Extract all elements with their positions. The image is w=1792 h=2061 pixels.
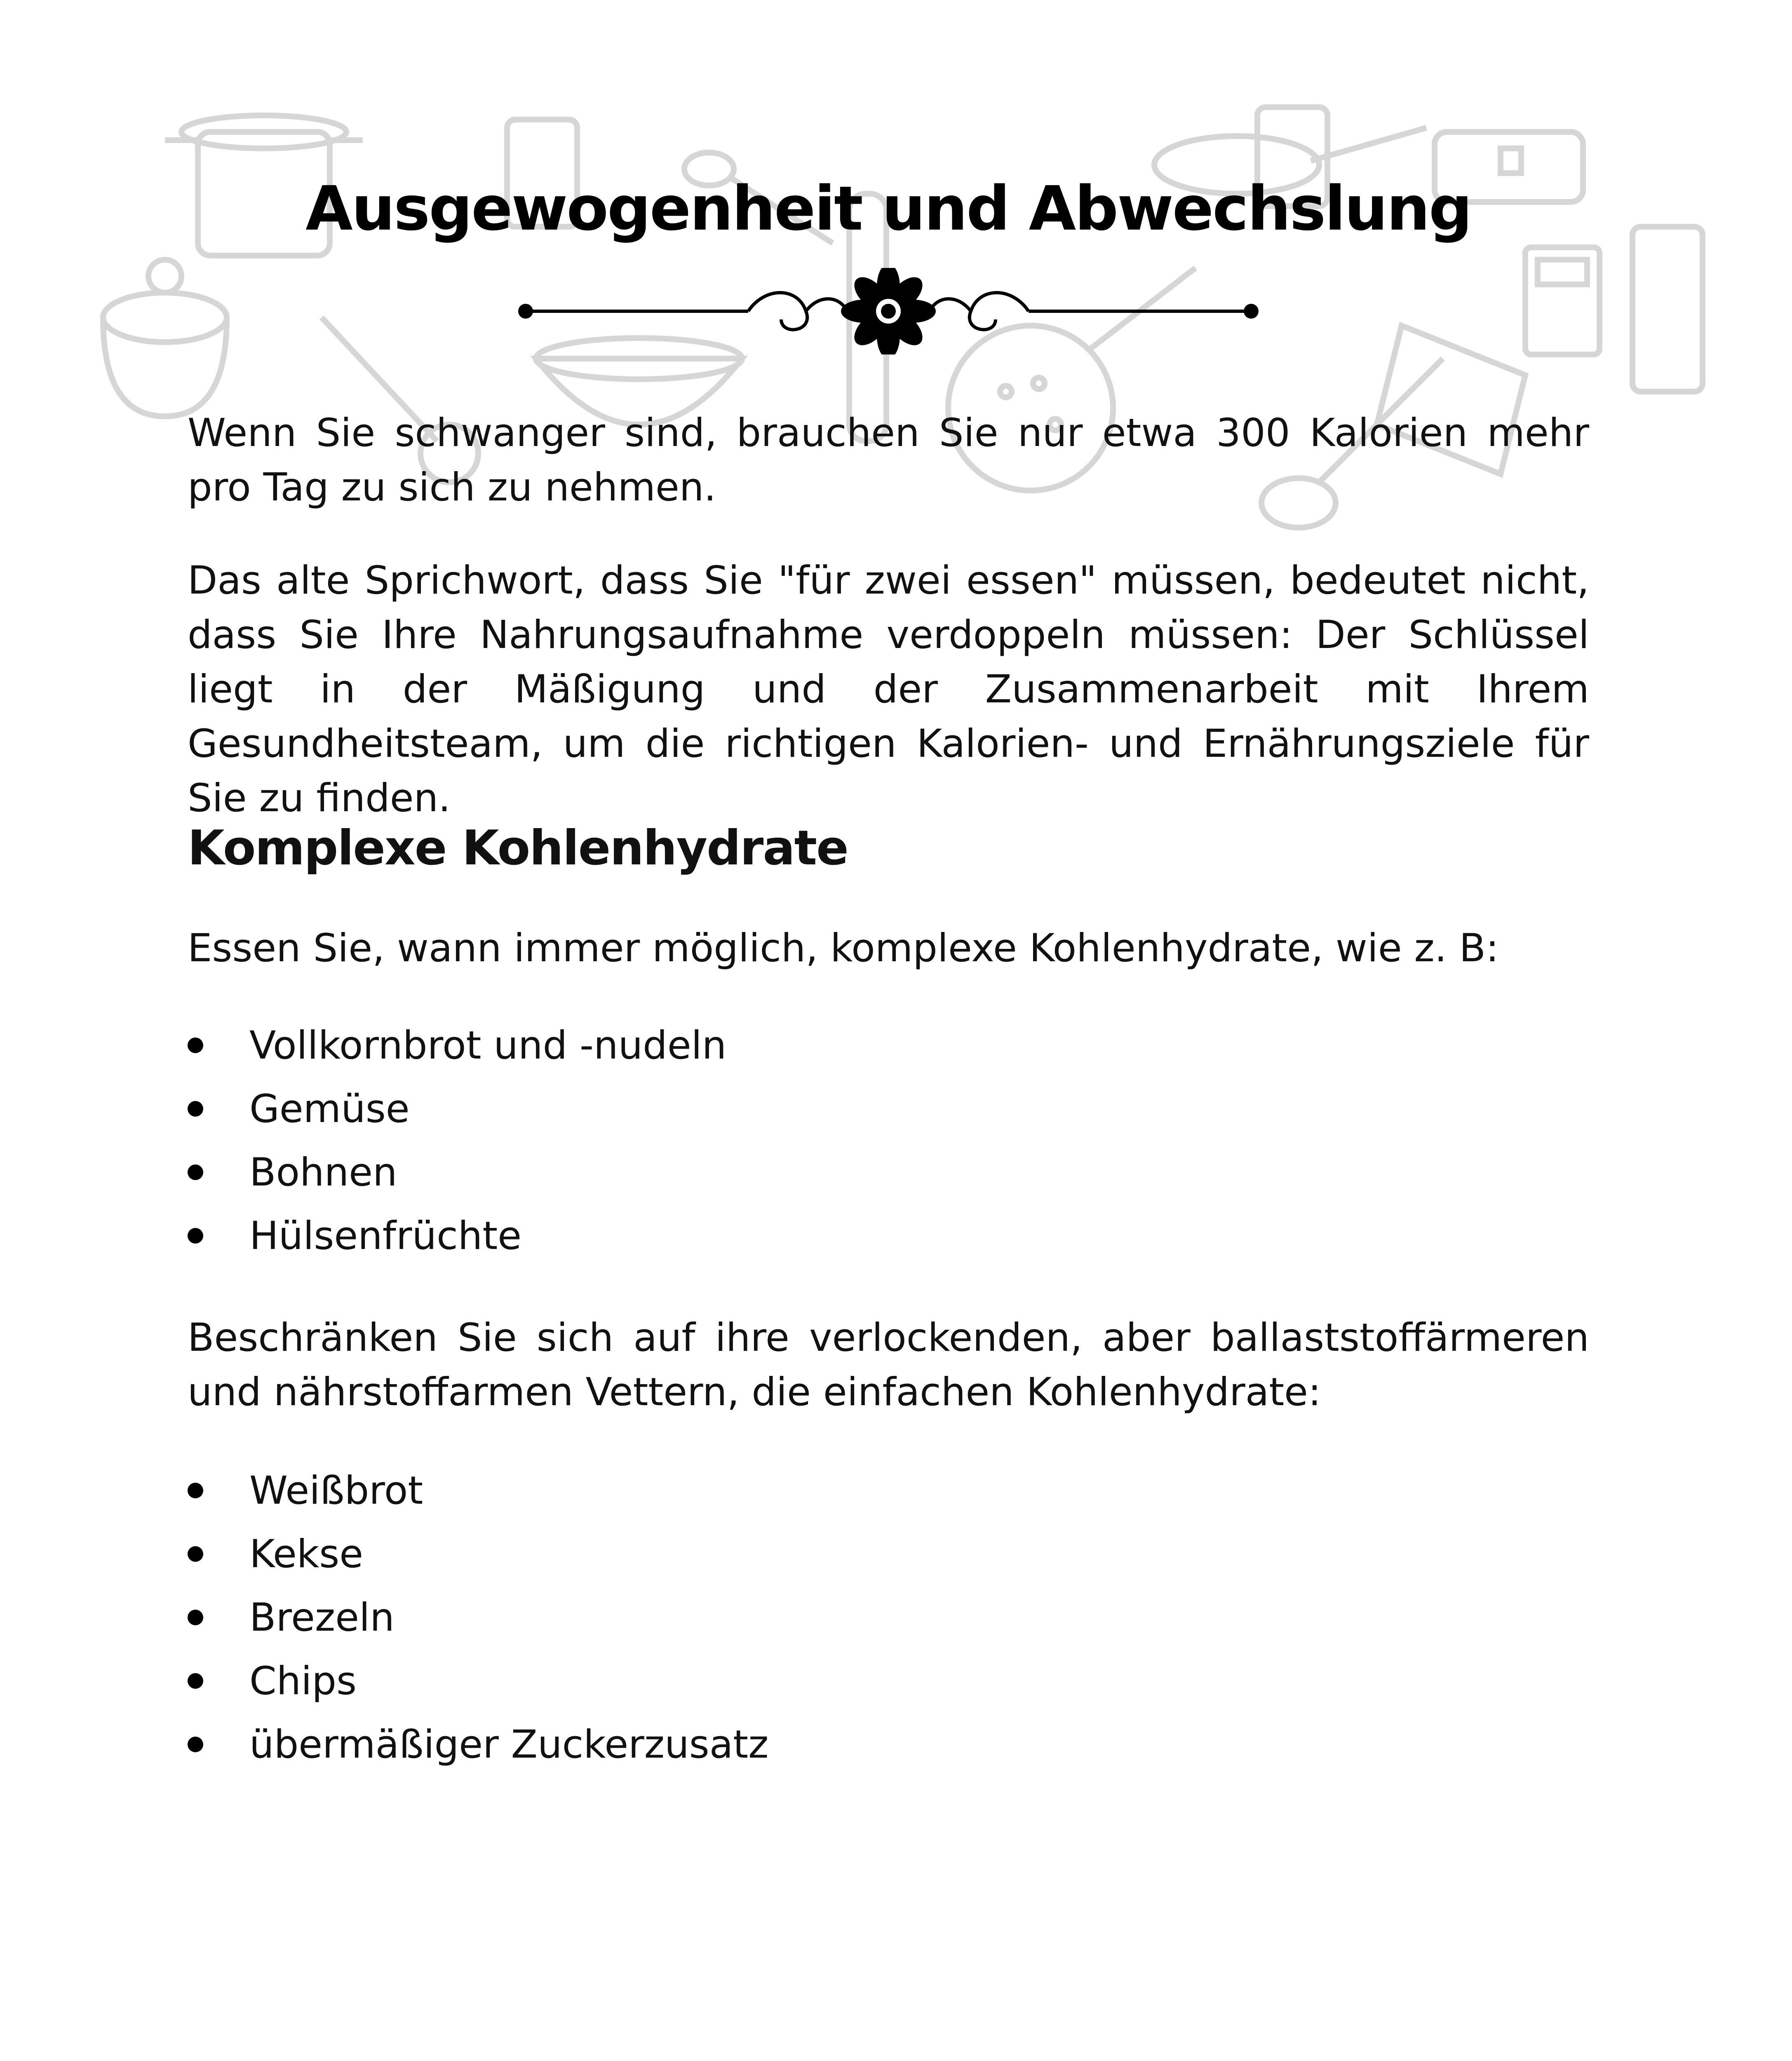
list-item-text: Bohnen xyxy=(249,1150,397,1195)
bullet-icon xyxy=(188,1546,203,1562)
section-heading: Komplexe Kohlenhydrate xyxy=(188,820,848,876)
list-item-text: übermäßiger Zuckerzusatz xyxy=(249,1722,769,1767)
list-item xyxy=(188,1713,769,1777)
flower-icon xyxy=(841,268,936,354)
scale-icon xyxy=(1525,247,1599,354)
bullet-icon xyxy=(188,1673,203,1689)
list-item xyxy=(188,1141,726,1204)
list-item-text: Weißbrot xyxy=(249,1468,423,1513)
list-item xyxy=(188,1204,726,1268)
list-item-text: Gemüse xyxy=(249,1087,410,1131)
list-item-text: Hülsenfrüchte xyxy=(249,1214,522,1258)
bullet-icon xyxy=(188,1737,203,1752)
simple-carbs-intro: Beschränken Sie sich auf ihre verlockenden, aber ballaststoffärmeren und nährstoffarmen Vettern, die einfachen Kohlenhydrate: xyxy=(188,1315,1589,1415)
intro-paragraph: Wenn Sie schwanger sind, brauchen Sie nur etwa 300 Kalorien mehr pro Tag zu sich zu nehmen. xyxy=(188,411,1589,510)
list-item xyxy=(188,1523,769,1586)
bullet-icon xyxy=(188,1101,203,1117)
simple-carbs-list xyxy=(188,1459,769,1777)
bullet-icon xyxy=(188,1610,203,1625)
bullet-icon xyxy=(188,1483,203,1498)
list-item xyxy=(188,1014,726,1077)
list-item-text: Kekse xyxy=(249,1532,364,1577)
list-item xyxy=(188,1459,769,1523)
grater-icon xyxy=(1632,227,1703,392)
sugar-bowl-icon xyxy=(103,260,227,416)
list-item-text: Vollkornbrot und -nudeln xyxy=(249,1023,727,1068)
proverb-paragraph: Das alte Sprichwort, dass Sie "für zwei essen" müssen, bedeutet nicht, dass Sie Ihre Nahrungsaufnahme verdoppeln müssen: Der Schlüssel liegt in der Mäßigung und der Zusammenarbeit mit Ihrem Gesundheitsteam, um die richtigen Kalorien- und Ernährungsziele für Sie zu finden. xyxy=(188,558,1589,821)
bullet-icon xyxy=(188,1228,203,1244)
list-item xyxy=(188,1077,726,1141)
list-item-text: Brezeln xyxy=(249,1595,395,1640)
list-item xyxy=(188,1586,769,1650)
flower-divider-ornament xyxy=(517,268,1259,354)
list-item xyxy=(188,1650,769,1713)
bullet-icon xyxy=(188,1038,203,1053)
complex-carbs-intro: Essen Sie, wann immer möglich, komplexe Kohlenhydrate, wie z. B: xyxy=(188,926,1499,971)
complex-carbs-list xyxy=(188,1014,726,1268)
bullet-icon xyxy=(188,1164,203,1180)
page-title: Ausgewogenheit und Abwechslung xyxy=(305,173,1471,244)
list-item-text: Chips xyxy=(249,1659,357,1704)
